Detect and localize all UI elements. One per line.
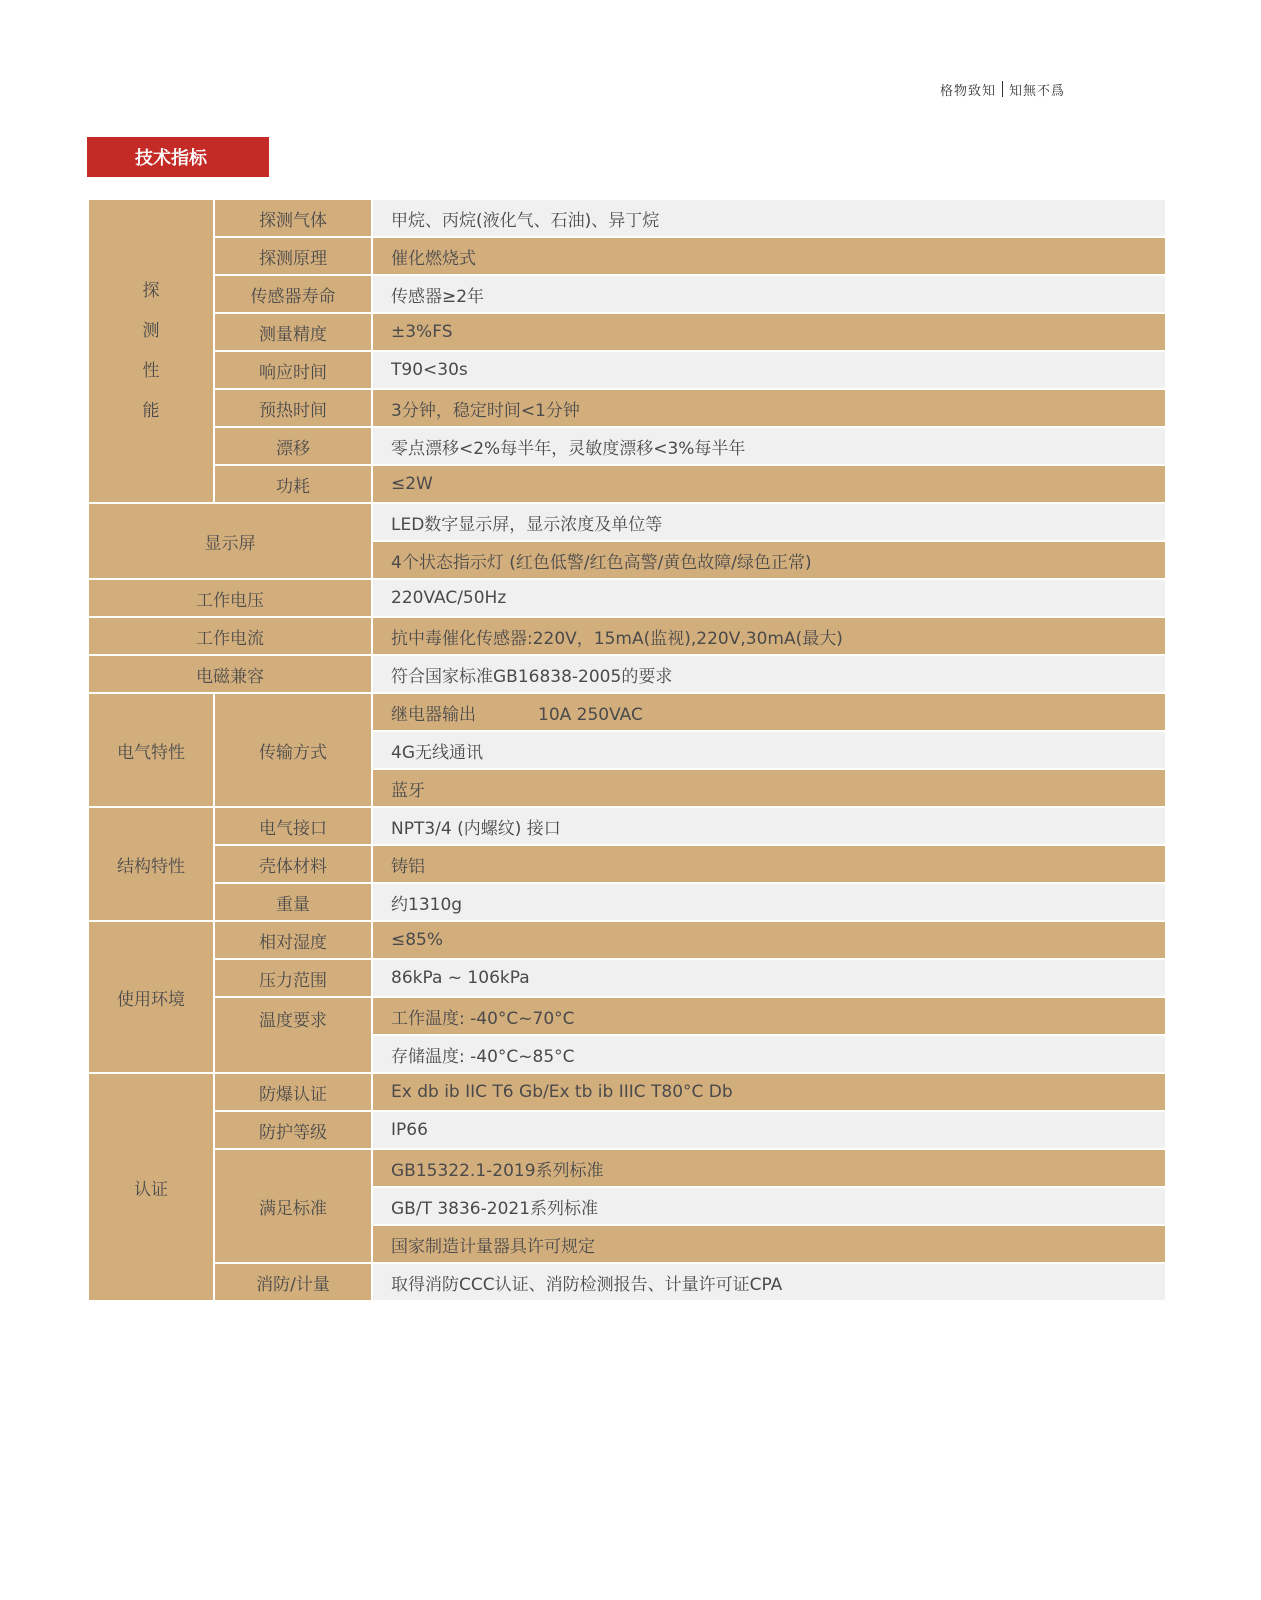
row-label: 重量: [214, 883, 372, 921]
category-detection: [88, 199, 214, 503]
table-row: [88, 693, 1166, 731]
table-row: [88, 351, 1166, 389]
category-certification: 认证: [88, 1073, 214, 1301]
row-value: T90<30s: [372, 351, 1166, 389]
row-value: 甲烷、丙烷(液化气、石油)、异丁烷: [372, 199, 1166, 237]
row-label: 传感器寿命: [214, 275, 372, 313]
table-row: [88, 921, 1166, 959]
row-label: 传输方式: [214, 693, 372, 807]
row-label: 温度要求: [214, 997, 372, 1073]
row-label: 响应时间: [214, 351, 372, 389]
row-value: [372, 693, 1166, 731]
row-label: 消防/计量: [214, 1263, 372, 1301]
row-value: GB15322.1-2019系列标准: [372, 1149, 1166, 1187]
category-char: 能: [142, 401, 160, 421]
row-value: 86kPa ~ 106kPa: [372, 959, 1166, 997]
table-row: [88, 1111, 1166, 1149]
table-row: [88, 579, 1166, 617]
row-value: 约1310g: [372, 883, 1166, 921]
row-label: 功耗: [214, 465, 372, 503]
slogan-left: 格物致知: [940, 83, 997, 99]
table-row: [88, 617, 1166, 655]
row-label: 探测气体: [214, 199, 372, 237]
header-slogan: [940, 78, 1115, 100]
section-title-text: 技术指标: [135, 148, 207, 169]
current-label: 工作电流: [88, 617, 372, 655]
category-structure: 结构特性: [88, 807, 214, 921]
category-electrical: 电气特性: [88, 693, 214, 807]
display-label: 显示屏: [88, 503, 372, 579]
row-value: GB/T 3836-2021系列标准: [372, 1187, 1166, 1225]
row-label: 壳体材料: [214, 845, 372, 883]
row-label: 漂移: [214, 427, 372, 465]
row-label: 电气接口: [214, 807, 372, 845]
row-value: 工作温度: -40°C~70°C: [372, 997, 1166, 1035]
relay-rating: 10A 250VAC: [538, 704, 643, 725]
table-row: [88, 1073, 1166, 1111]
table-row: [88, 275, 1166, 313]
row-label: 相对湿度: [214, 921, 372, 959]
row-value: 抗中毒催化传感器:220V，15mA(监视),220V,30mA(最大): [372, 617, 1166, 655]
category-environment: 使用环境: [88, 921, 214, 1073]
row-value: 220VAC/50Hz: [372, 579, 1166, 617]
row-value: 铸铝: [372, 845, 1166, 883]
row-label: 防护等级: [214, 1111, 372, 1149]
row-value: 零点漂移<2%每半年，灵敏度漂移<3%每半年: [372, 427, 1166, 465]
row-label: 预热时间: [214, 389, 372, 427]
table-row: [88, 883, 1166, 921]
row-value: ±3%FS: [372, 313, 1166, 351]
row-value: 国家制造计量器具许可规定: [372, 1225, 1166, 1263]
row-value: LED数字显示屏，显示浓度及单位等: [372, 503, 1166, 541]
table-row: [88, 807, 1166, 845]
row-value: 符合国家标准GB16838-2005的要求: [372, 655, 1166, 693]
table-row: [88, 959, 1166, 997]
row-value: 4G无线通讯: [372, 731, 1166, 769]
table-row: [88, 237, 1166, 275]
category-char: 测: [142, 321, 160, 341]
table-row: [88, 313, 1166, 351]
spec-table: [87, 198, 1167, 1302]
table-row: [88, 389, 1166, 427]
slogan-divider: [1002, 81, 1003, 97]
row-value: 取得消防CCC认证、消防检测报告、计量许可证CPA: [372, 1263, 1166, 1301]
slogan-right: 知無不爲: [1009, 83, 1066, 99]
row-label: 探测原理: [214, 237, 372, 275]
table-row: [88, 427, 1166, 465]
row-value: 3分钟，稳定时间<1分钟: [372, 389, 1166, 427]
table-row: [88, 465, 1166, 503]
section-title: [87, 137, 269, 177]
row-label: 压力范围: [214, 959, 372, 997]
table-row: [88, 1263, 1166, 1301]
table-row: [88, 1149, 1166, 1187]
relay-output: 继电器输出: [391, 704, 476, 725]
row-label: 测量精度: [214, 313, 372, 351]
table-row: [88, 845, 1166, 883]
row-label: 防爆认证: [214, 1073, 372, 1111]
row-value: 蓝牙: [372, 769, 1166, 807]
table-row: [88, 199, 1166, 237]
row-value: 传感器≥2年: [372, 275, 1166, 313]
voltage-label: 工作电压: [88, 579, 372, 617]
row-value: 4个状态指示灯 (红色低警/红色高警/黄色故障/绿色正常): [372, 541, 1166, 579]
row-value: Ex db ib IIC T6 Gb/Ex tb ib IIIC T80°C Db: [372, 1073, 1166, 1111]
row-label: 满足标准: [214, 1149, 372, 1263]
table-row: [88, 997, 1166, 1035]
row-value: IP66: [372, 1111, 1166, 1149]
emc-label: 电磁兼容: [88, 655, 372, 693]
table-row: [88, 655, 1166, 693]
row-value: NPT3/4 (内螺纹) 接口: [372, 807, 1166, 845]
category-char: 性: [142, 361, 160, 381]
row-value: ≤85%: [372, 921, 1166, 959]
category-char: 探: [142, 281, 160, 301]
row-value: 催化燃烧式: [372, 237, 1166, 275]
row-value: 存储温度: -40°C~85°C: [372, 1035, 1166, 1073]
table-row: [88, 503, 1166, 541]
row-value: ≤2W: [372, 465, 1166, 503]
